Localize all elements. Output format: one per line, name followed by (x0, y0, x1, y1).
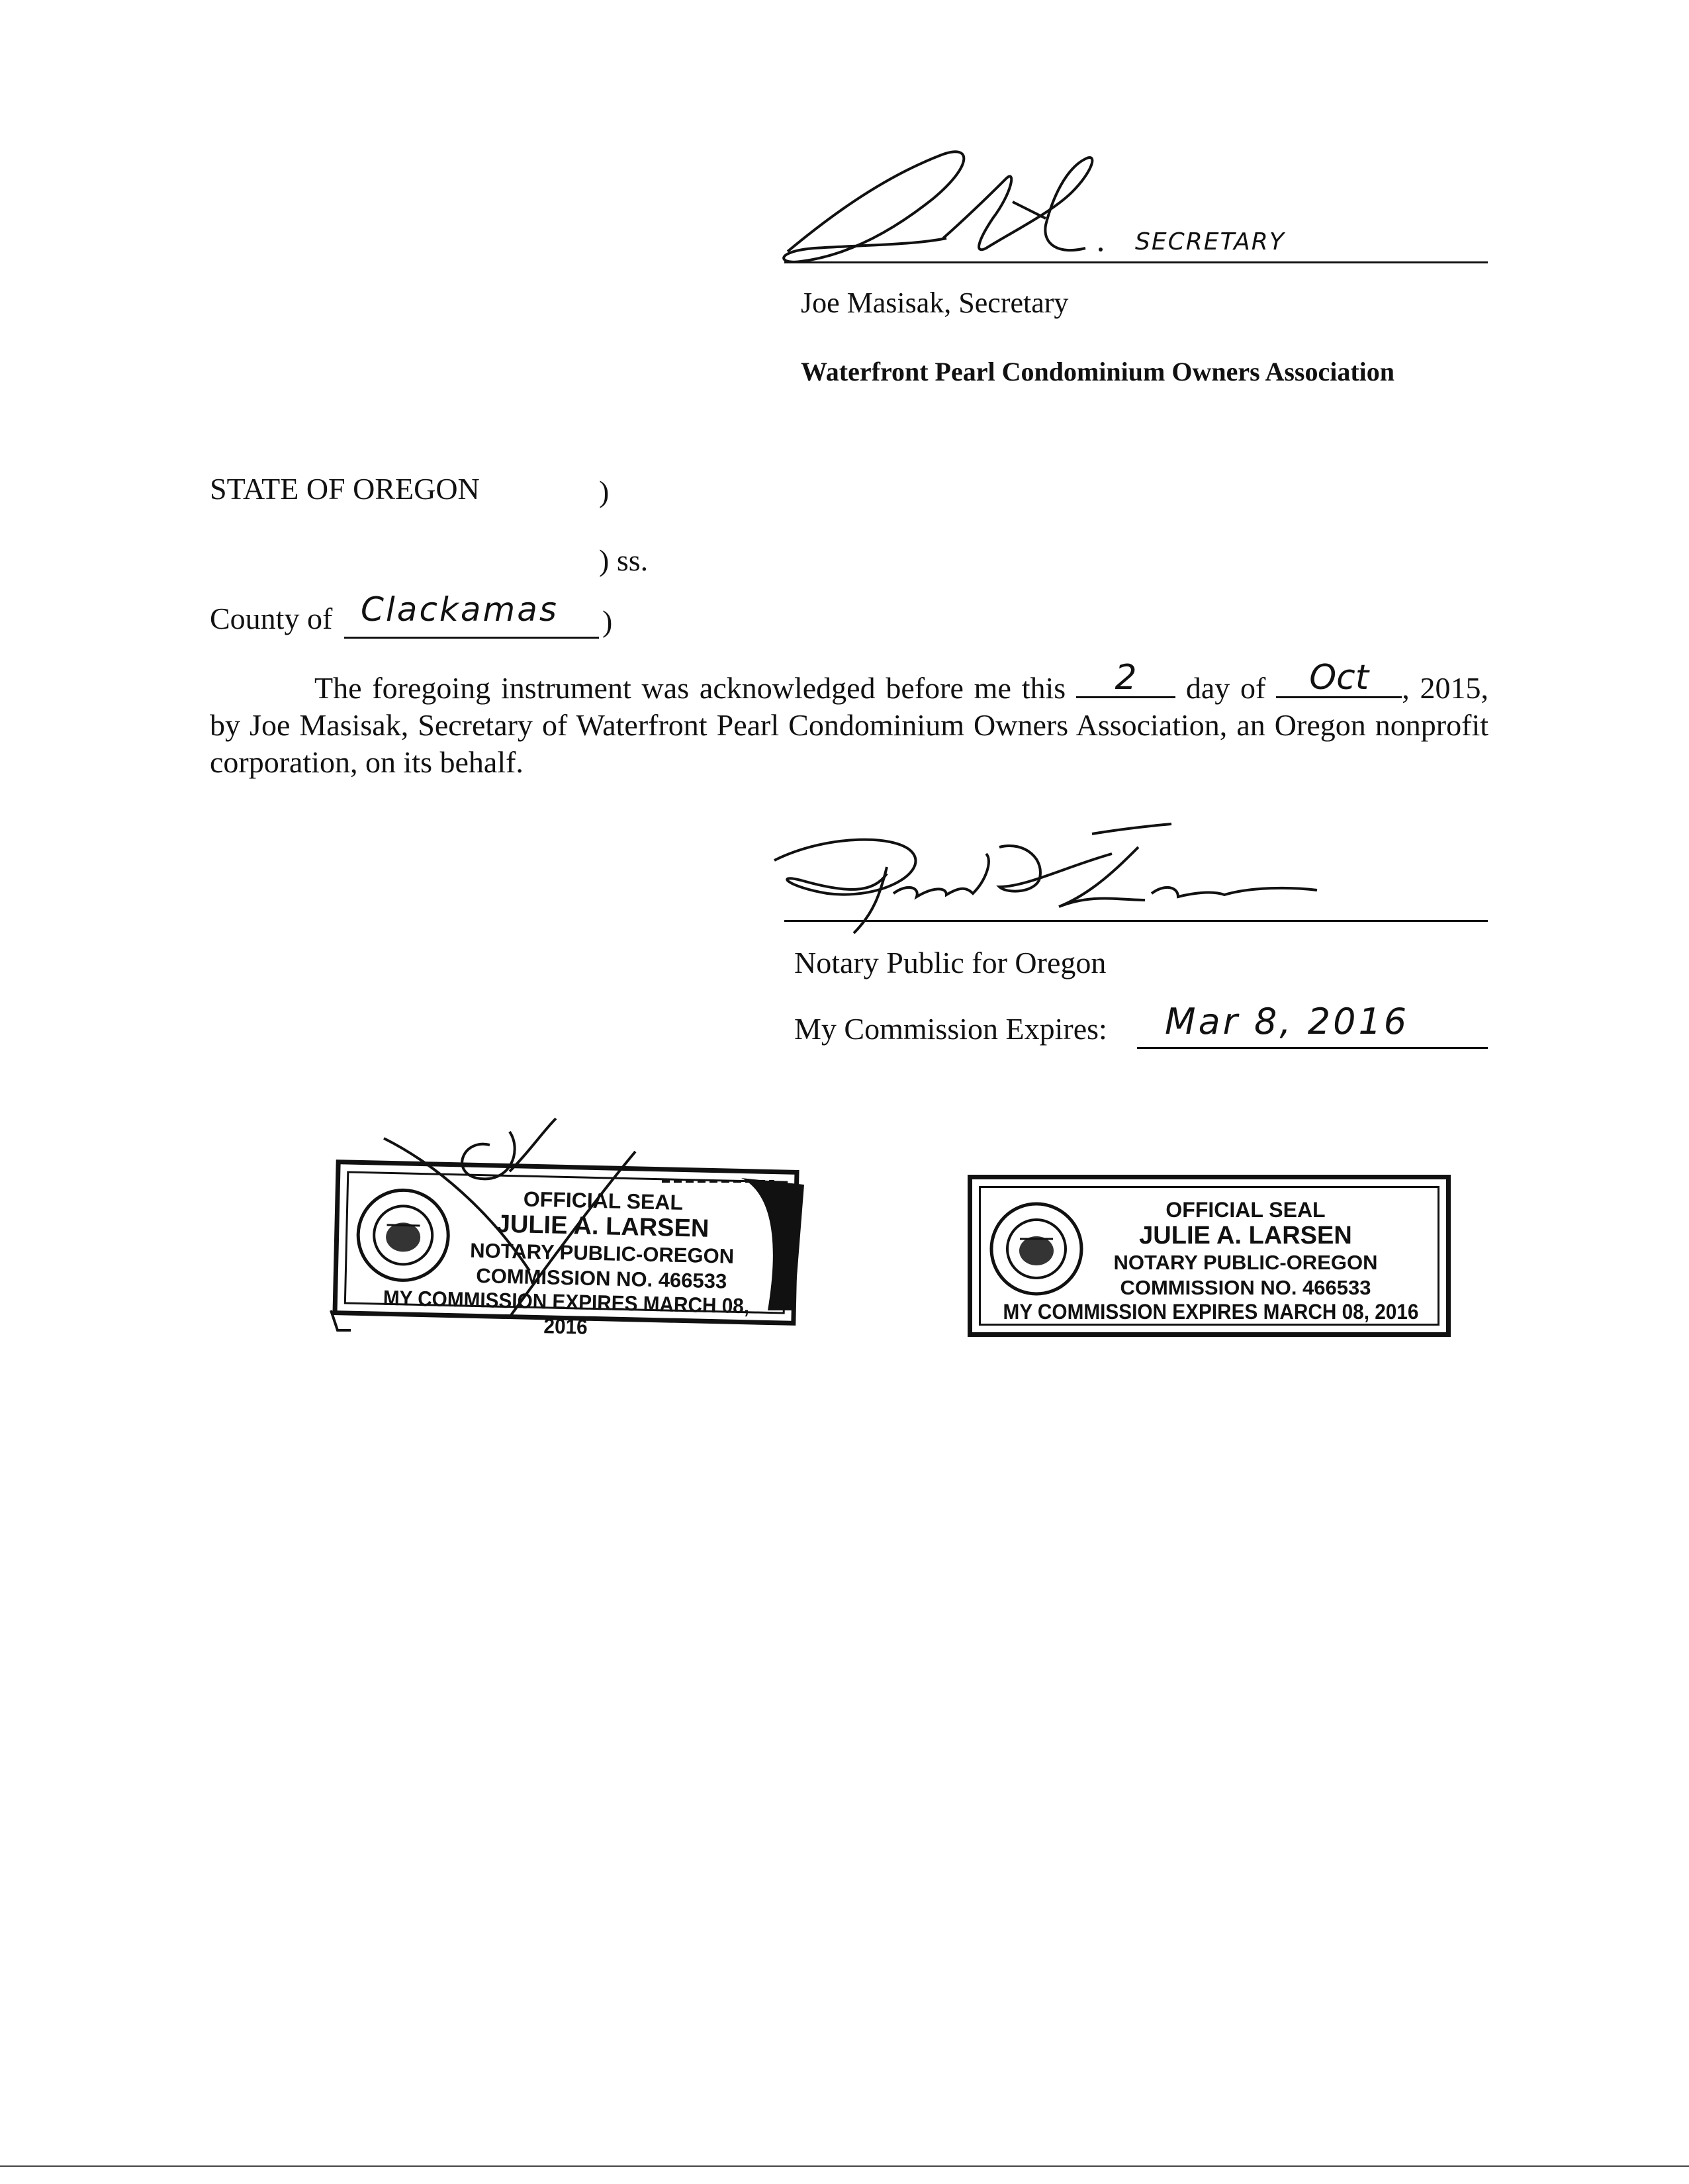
seal-line-4: COMMISSION NO. 466533 (475, 1263, 727, 1293)
day-blank (1076, 658, 1175, 698)
notary-signature-line (784, 920, 1488, 922)
seal-line-4: COMMISSION NO. 466533 (1120, 1276, 1371, 1299)
seal-line-3: NOTARY PUBLIC-OREGON (469, 1238, 735, 1268)
venue-paren: ) (599, 475, 610, 508)
county-blank-line (344, 637, 599, 639)
commission-expires-handwritten: Mar 8, 2016 (1165, 1001, 1410, 1042)
secretary-signature-line (784, 261, 1488, 263)
acknowledgment-paragraph (210, 658, 1489, 781)
signer-name-title: Joe Masisak, Secretary (801, 287, 1069, 319)
seal-line-2: JULIE A. LARSEN (1139, 1222, 1352, 1250)
seal-line-2: JULIE A. LARSEN (496, 1210, 709, 1243)
seal-smudge-scribble (291, 1112, 834, 1363)
commission-blank-line (1137, 1047, 1488, 1049)
day-handwritten: 2 (1115, 658, 1137, 698)
county-label: County of (210, 602, 333, 635)
month-blank (1276, 658, 1402, 698)
venue-state: STATE OF OREGON (210, 472, 480, 506)
venue-ss: ) ss. (599, 543, 649, 577)
ack-text-part2: day of (1185, 671, 1266, 705)
notary-title: Notary Public for Oregon (794, 946, 1107, 979)
seal-line-1: OFFICIAL SEAL (1165, 1198, 1326, 1222)
organization-name: Waterfront Pearl Condominium Owners Association (801, 357, 1395, 387)
ack-text-part1: The foregoing instrument was acknowledged before me this (314, 671, 1066, 705)
handwritten-title: SECRETARY (1135, 228, 1285, 255)
ack-text-part3: , 2015, by Joe Masisak, Secretary of Waterfront Pearl Condominium Owners Association, an Oregon nonprofit corporation, on its behalf. (210, 671, 1489, 779)
county-handwritten: Clackamas (361, 590, 559, 629)
seal-line-5: MY COMMISSION EXPIRES MARCH 08, 2016 (1003, 1300, 1419, 1324)
page-bottom-rule (0, 2165, 1689, 2167)
official-seal-right (968, 1175, 1451, 1337)
commission-expires-label: My Commission Expires: (794, 1012, 1107, 1046)
month-handwritten: Oct (1309, 658, 1369, 698)
seal-line-1: OFFICIAL SEAL (523, 1187, 684, 1214)
notary-signature (748, 821, 1377, 946)
county-paren: ) (602, 604, 613, 638)
seal-line-5: MY COMMISSION EXPIRES MARCH 08, 2016 (383, 1285, 750, 1339)
seal-line-3: NOTARY PUBLIC-OREGON (1113, 1251, 1378, 1274)
